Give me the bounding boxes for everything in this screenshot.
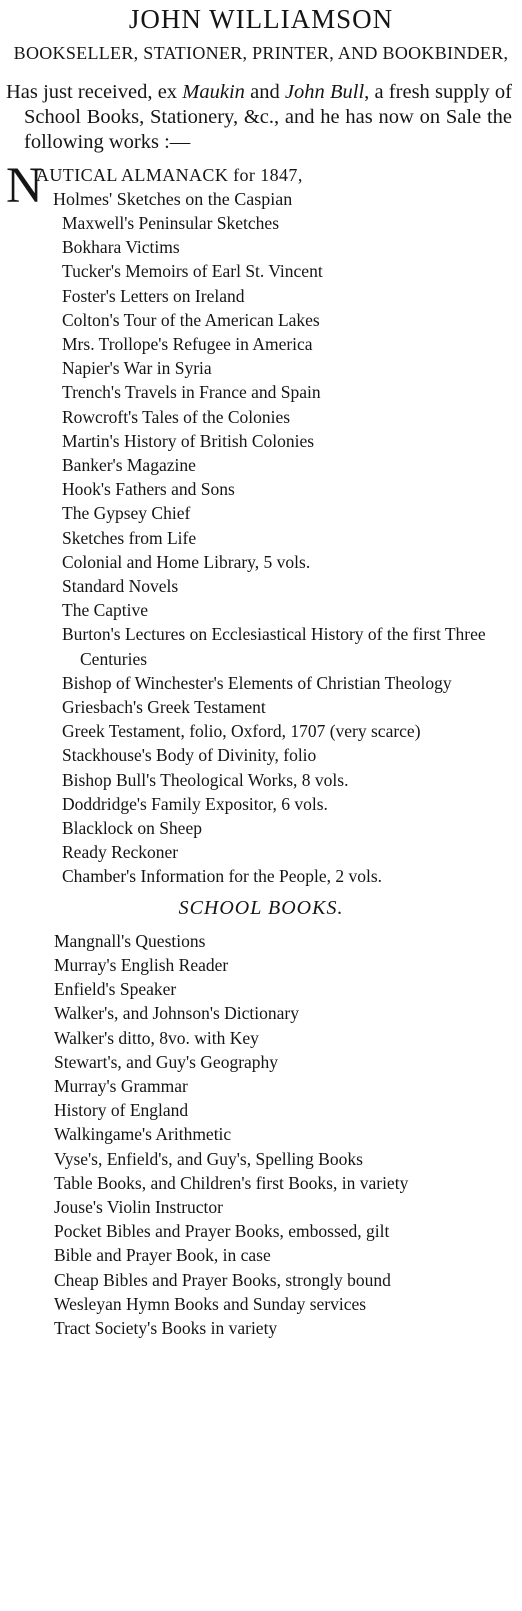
list-item: Colonial and Home Library, 5 vols. [62, 551, 311, 572]
list-item: Napier's War in Syria [62, 358, 212, 379]
list-item: Mrs. Trollope's Refugee in America [62, 334, 313, 355]
list-item: Jouse's Violin Instructor [54, 1196, 223, 1217]
list-item: Ready Reckoner [62, 842, 179, 863]
list-item: The Gypsey Chief [62, 503, 191, 524]
list-item: Blacklock on Sheep [62, 818, 202, 839]
list-item: History of England [54, 1100, 189, 1121]
works-items [0, 211, 514, 889]
list-item: Banker's Magazine [62, 455, 196, 476]
list-item: Sketches from Life [62, 527, 197, 548]
list-item: Bishop of Winchester's Elements of Christian Theology [62, 672, 452, 693]
list-item: Bishop Bull's Theological Works, 8 vols. [62, 769, 349, 790]
list-item: Walker's, and Johnson's Dictionary [54, 1003, 299, 1024]
list-item: Burton's Lectures on Ecclesiastical History of the first Three Centuries [62, 624, 486, 669]
list-item: Murray's Grammar [54, 1075, 188, 1096]
list-item: Griesbach's Greek Testament [62, 697, 266, 718]
list-item: Cheap Bibles and Prayer Books, strongly bound [54, 1269, 391, 1290]
list-item: Walker's ditto, 8vo. with Key [54, 1027, 259, 1048]
list-item: Standard Novels [62, 576, 179, 597]
list-item: Table Books, and Children's first Books, in variety [54, 1172, 409, 1193]
list-item-first [0, 158, 514, 214]
school-books-list [0, 929, 514, 1340]
list-item: Rowcroft's Tales of the Colonies [62, 406, 291, 427]
list-item: Maxwell's Peninsular Sketches [62, 213, 280, 233]
list-item: Vyse's, Enfield's, and Guy's, Spelling Books [54, 1148, 363, 1169]
list-item: Hook's Fathers and Sons [62, 479, 235, 500]
list-item: Bokhara Victims [62, 237, 180, 258]
list-item: Mangnall's Questions [54, 930, 206, 951]
list-item: The Captive [62, 600, 149, 621]
drop-cap: N [6, 158, 43, 214]
intro-text-1: Has just received, ex [6, 81, 183, 103]
list-item: Walkingame's Arithmetic [54, 1124, 232, 1145]
list-item: Chamber's Information for the People, 2 vols. [62, 866, 383, 887]
list-item: Martin's History of British Colonies [62, 430, 315, 451]
list-item: Pocket Bibles and Prayer Books, embossed, gilt [54, 1221, 390, 1242]
ship-name-maukin: Maukin [182, 81, 245, 103]
list-item: Tucker's Memoirs of Earl St. Vincent [62, 261, 323, 282]
list-item: Stackhouse's Body of Divinity, folio [62, 745, 317, 766]
page-title: JOHN WILLIAMSON [128, 4, 394, 34]
list-item: Doddridge's Family Expositor, 6 vols. [62, 793, 328, 814]
list-item: Tract Society's Books in variety [54, 1317, 278, 1338]
list-item: Greek Testament, folio, Oxford, 1707 (very scarce) [62, 721, 421, 742]
intro-text-3: , a fresh supply of School Books, Stationery, &c., and he has now on Sale the following works :— [24, 81, 512, 153]
list-item: Trench's Travels in France and Spain [62, 382, 321, 403]
list-item: Murray's English Reader [54, 954, 229, 975]
intro-paragraph [6, 80, 512, 155]
list-item: Bible and Prayer Book, in case [54, 1245, 271, 1266]
list-item: Foster's Letters on Ireland [62, 285, 245, 306]
list-item: Colton's Tour of the American Lakes [62, 309, 320, 330]
first-item-title: AUTICAL ALMANACK for 1847, [36, 165, 303, 185]
section-heading-school-books: SCHOOL BOOKS. [178, 896, 344, 919]
list-item: Wesleyan Hymn Books and Sunday services [54, 1293, 367, 1314]
ship-name-john-bull: John Bull [284, 81, 365, 103]
list-item: Stewart's, and Guy's Geography [54, 1051, 279, 1072]
intro-text-2: and [244, 81, 285, 103]
first-item-second: Holmes' Sketches on the Caspian [53, 189, 293, 209]
page-subtitle: BOOKSELLER, STATIONER, PRINTER, AND BOOKBINDER, [13, 43, 509, 63]
works-list [0, 158, 514, 889]
list-item: Enfield's Speaker [54, 979, 177, 1000]
advertisement-page [0, 2, 522, 1611]
